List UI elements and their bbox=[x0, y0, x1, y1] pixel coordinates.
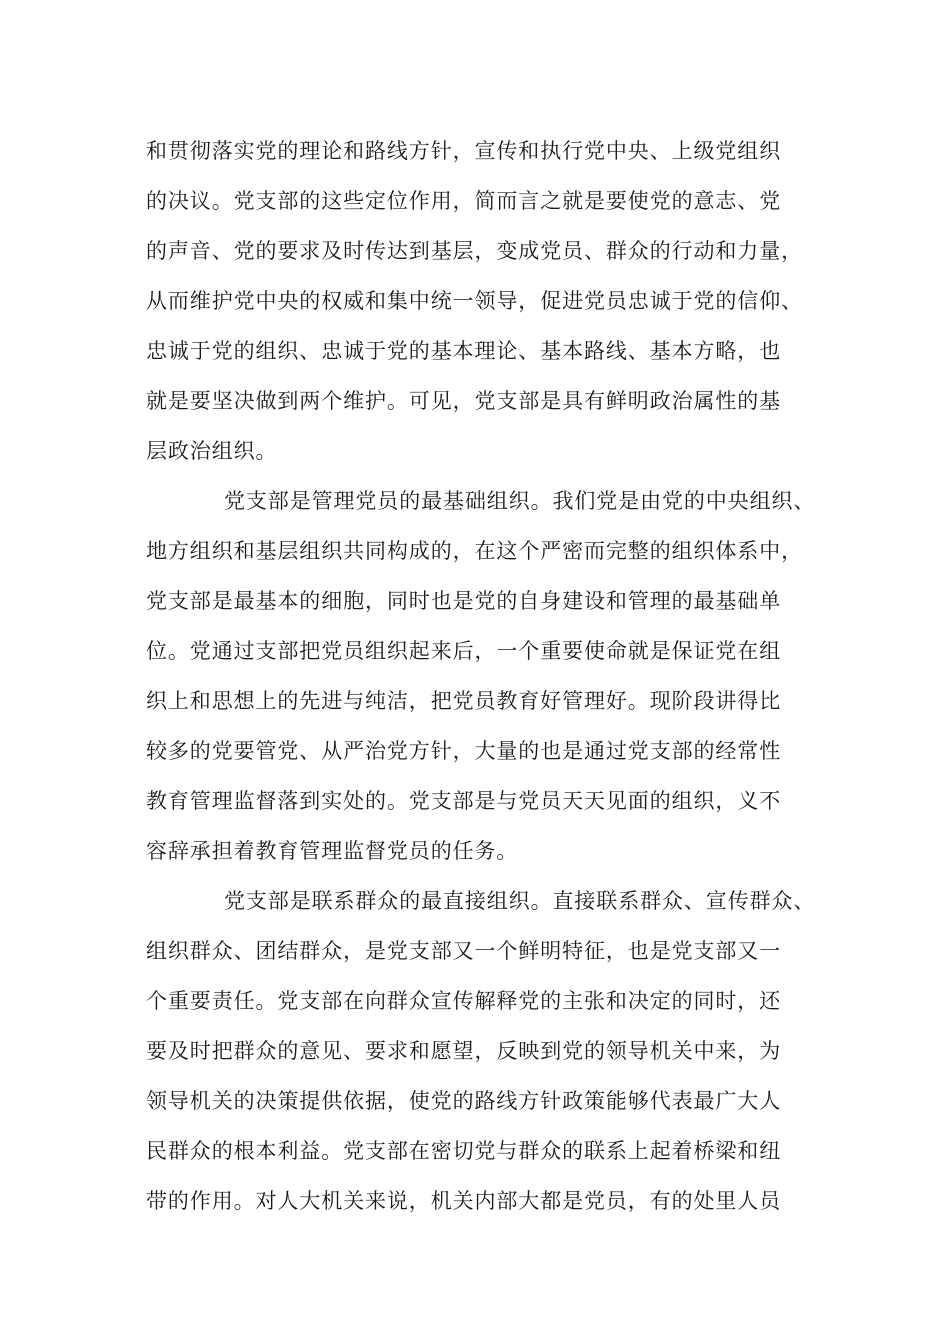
text-line: 领导机关的决策提供依据，使党的路线方针政策能够代表最广大人 bbox=[146, 1089, 782, 1113]
text-line: 组织群众、团结群众，是党支部又一个鲜明特征，也是党支部又一 bbox=[146, 939, 782, 963]
text-line: 带的作用。对人大机关来说，机关内部大都是党员，有的处里人员 bbox=[146, 1189, 782, 1213]
text-line: 就是要坚决做到两个维护。可见，党支部是具有鲜明政治属性的基 bbox=[146, 389, 782, 413]
text-line: 位。党通过支部把党员组织起来后，一个重要使命就是保证党在组 bbox=[146, 639, 782, 663]
paragraph-first-line: 党支部是管理党员的最基础组织。我们党是由党的中央组织、 bbox=[224, 489, 816, 513]
text-line: 党支部是最基本的细胞，同时也是党的自身建设和管理的最基础单 bbox=[146, 589, 782, 613]
text-line: 和贯彻落实党的理论和路线方针，宣传和执行党中央、上级党组织 bbox=[146, 139, 782, 163]
text-line: 较多的党要管党、从严治党方针，大量的也是通过党支部的经常性 bbox=[146, 739, 782, 763]
text-line: 教育管理监督落到实处的。党支部是与党员天天见面的组织，义不 bbox=[146, 789, 782, 813]
text-line: 要及时把群众的意见、要求和愿望，反映到党的领导机关中来，为 bbox=[146, 1039, 782, 1063]
text-line: 容辞承担着教育管理监督党员的任务。 bbox=[146, 839, 519, 863]
text-line: 的声音、党的要求及时传达到基层，变成党员、群众的行动和力量， bbox=[146, 239, 803, 263]
text-line: 民群众的根本利益。党支部在密切党与群众的联系上起着桥梁和纽 bbox=[146, 1139, 782, 1163]
text-line: 织上和思想上的先进与纯洁，把党员教育好管理好。现阶段讲得比 bbox=[146, 689, 782, 713]
paragraph-first-line: 党支部是联系群众的最直接组织。直接联系群众、宣传群众、 bbox=[224, 889, 816, 913]
text-line: 个重要责任。党支部在向群众宣传解释党的主张和决定的同时，还 bbox=[146, 989, 782, 1013]
text-line: 地方组织和基层组织共同构成的，在这个严密而完整的组织体系中， bbox=[146, 539, 803, 563]
text-line: 忠诚于党的组织、忠诚于党的基本理论、基本路线、基本方略，也 bbox=[146, 339, 782, 363]
text-line: 的决议。党支部的这些定位作用，简而言之就是要使党的意志、党 bbox=[146, 189, 782, 213]
text-line: 层政治组织。 bbox=[146, 439, 278, 463]
text-line: 从而维护党中央的权威和集中统一领导，促进党员忠诚于党的信仰、 bbox=[146, 289, 803, 313]
